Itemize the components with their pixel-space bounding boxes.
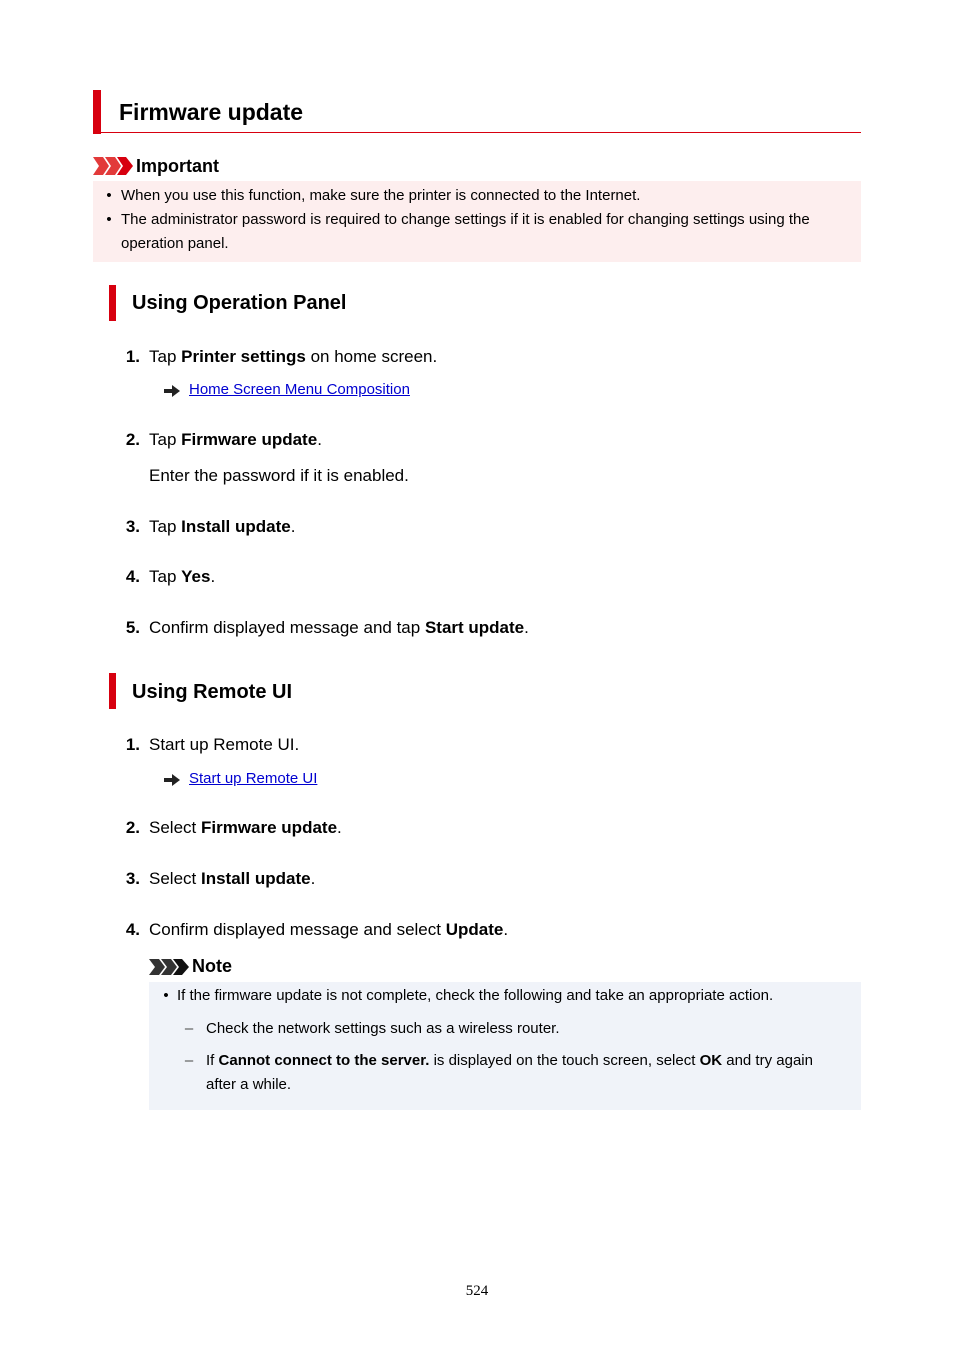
step-number: 3.	[125, 869, 140, 888]
dash-icon: –	[184, 1020, 194, 1037]
step-number: 4.	[125, 920, 140, 939]
step-text: Tap Printer settings on home screen.	[149, 347, 438, 366]
link-start-up-remote-ui[interactable]: Start up Remote UI	[189, 770, 318, 787]
section-accent-bar	[109, 673, 116, 709]
step-number: 1.	[125, 347, 140, 366]
right-arrow-icon	[164, 774, 180, 786]
note-label: Note	[192, 956, 232, 976]
step-number: 2.	[125, 818, 140, 837]
important-bullet-2-cont: operation panel.	[121, 235, 229, 252]
note-chevrons-icon	[149, 959, 189, 975]
important-label: Important	[136, 156, 219, 176]
important-bullet-1: When you use this function, make sure the printer is connected to the Internet.	[121, 187, 641, 204]
step-number: 4.	[125, 567, 140, 586]
step-text: Start up Remote UI.	[149, 735, 300, 754]
section-accent-bar	[109, 285, 116, 321]
step-text: Select Install update.	[149, 869, 316, 888]
step-text: Tap Firmware update.	[149, 430, 322, 449]
bullet-icon: •	[106, 187, 112, 204]
title-accent-bar	[93, 90, 101, 134]
step-text: Confirm displayed message and select Update.	[149, 920, 509, 939]
step-text: Tap Install update.	[149, 517, 296, 536]
section-heading-remote-ui: Using Remote UI	[132, 681, 293, 703]
title-underline	[101, 132, 861, 133]
dash-icon: –	[184, 1052, 194, 1069]
page-title: Firmware update	[119, 99, 304, 125]
link-home-screen-menu-composition[interactable]: Home Screen Menu Composition	[189, 381, 410, 398]
note-dash-item-2-cont: after a while.	[206, 1076, 292, 1093]
note-dash-item-1: Check the network settings such as a wireless router.	[206, 1020, 560, 1037]
page-number: 524	[465, 1283, 489, 1299]
right-arrow-icon	[164, 385, 180, 397]
step-subtext: Enter the password if it is enabled.	[149, 466, 409, 485]
step-number: 3.	[125, 517, 140, 536]
step-number: 1.	[125, 735, 140, 754]
important-chevrons-icon	[93, 157, 133, 175]
note-dash-item-2: If Cannot connect to the server. is displayed on the touch screen, select OK and try again	[206, 1052, 813, 1069]
step-text: Tap Yes.	[149, 567, 216, 586]
step-number: 2.	[125, 430, 140, 449]
section-heading-operation-panel: Using Operation Panel	[132, 292, 347, 314]
bullet-icon: •	[106, 211, 112, 228]
important-bullet-2: The administrator password is required to change settings if it is enabled for changing settings using the	[121, 211, 810, 228]
step-text: Confirm displayed message and tap Start update.	[149, 618, 529, 637]
step-number: 5.	[125, 618, 140, 637]
step-text: Select Firmware update.	[149, 818, 342, 837]
note-bullet: If the firmware update is not complete, check the following and take an appropriate action.	[177, 987, 774, 1004]
bullet-icon: •	[163, 987, 169, 1004]
